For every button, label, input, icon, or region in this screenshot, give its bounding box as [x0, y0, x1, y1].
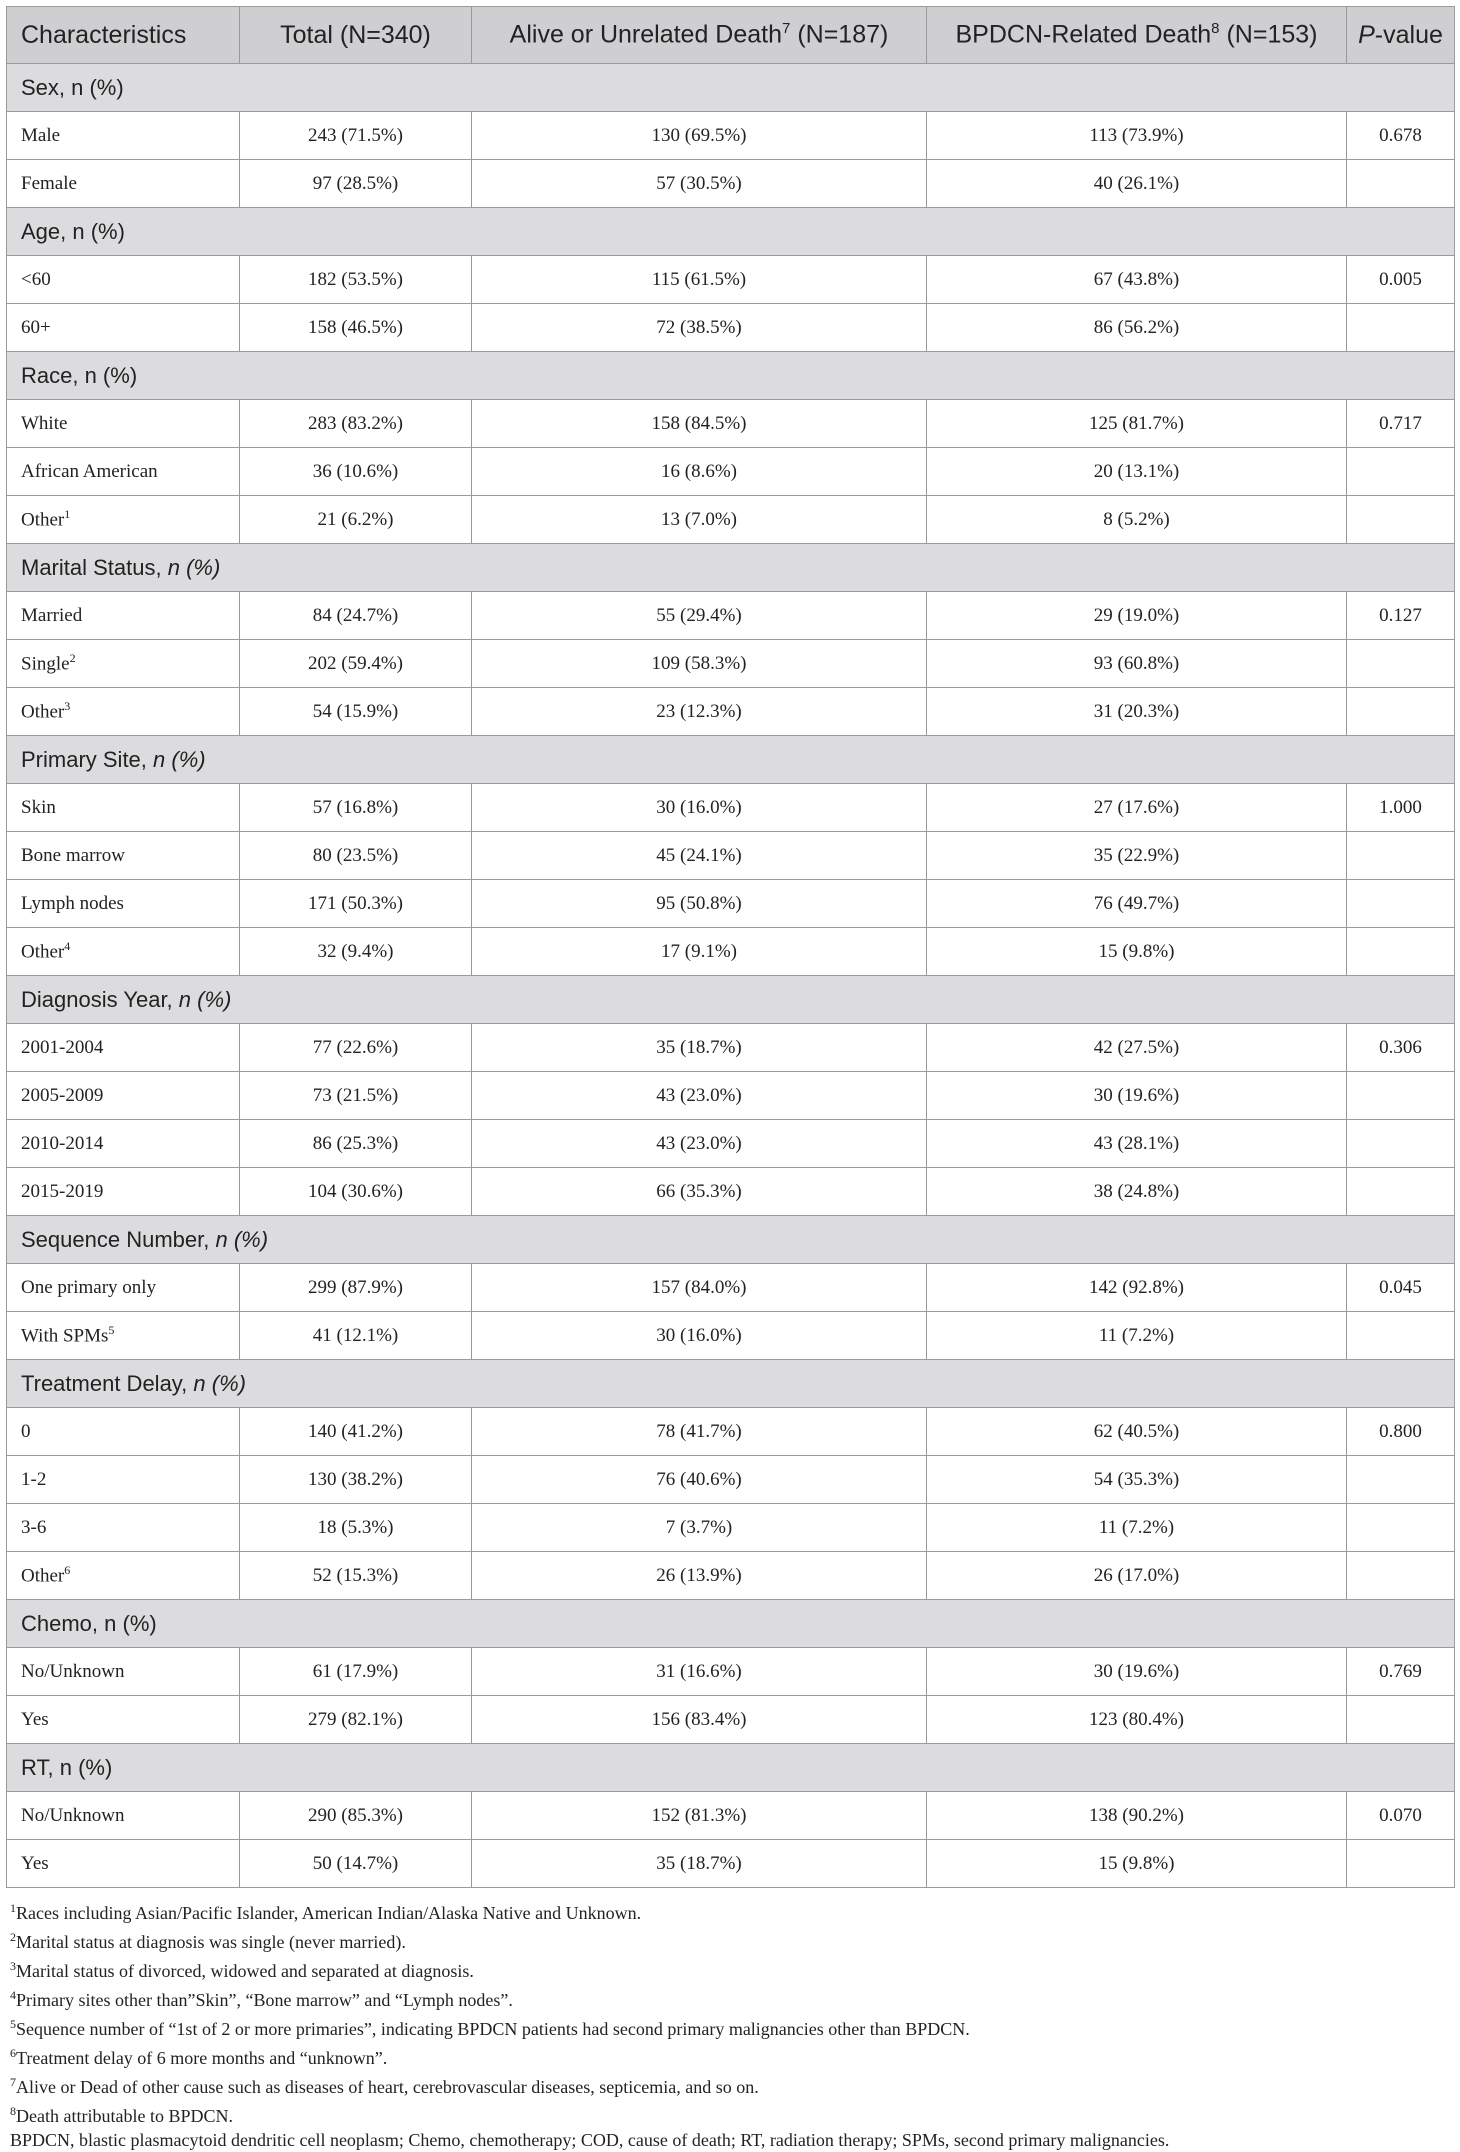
- footnote: $^7$Alive or Dead of other cause such as diseases of heart, cerebrovascular diseases, septicemia, and so on.: [10, 2075, 759, 2097]
- section-title-pct: (%): [205, 1370, 246, 1396]
- section-header-row: [7, 976, 1455, 1024]
- cell-p-value: [1347, 1168, 1455, 1216]
- section-title-text: Age, n (%): [21, 218, 125, 244]
- cell-alive-unrelated: 26 (13.9%): [472, 1552, 927, 1600]
- cell-p-value: 0.800: [1347, 1408, 1455, 1456]
- table-row: [7, 160, 1455, 208]
- section-title-n: n: [178, 986, 192, 1012]
- cell-total: 50 (14.7%): [240, 1840, 472, 1888]
- table-row: [7, 1696, 1455, 1744]
- cell-alive-unrelated: 130 (69.5%): [472, 112, 927, 160]
- cell-total: 54 (15.9%): [240, 688, 472, 736]
- cell-total: 73 (21.5%): [240, 1072, 472, 1120]
- row-label: Other$^3$: [7, 688, 240, 736]
- section-title: [7, 1600, 1455, 1648]
- footnote: BPDCN, blastic plasmacytoid dendritic cell neoplasm; Chemo, chemotherapy; COD, cause of death; RT, radiation therapy; SPMs, second primary malignancies.: [10, 2130, 1170, 2150]
- section-header-row: [7, 736, 1455, 784]
- row-label: 2005-2009: [7, 1072, 240, 1120]
- section-title: [7, 544, 1455, 592]
- cell-p-value: [1347, 1840, 1455, 1888]
- row-label: 2015-2019: [7, 1168, 240, 1216]
- cell-total: 32 (9.4%): [240, 928, 472, 976]
- cell-total: 290 (85.3%): [240, 1792, 472, 1840]
- cell-bpdcn-related: 43 (28.1%): [927, 1120, 1347, 1168]
- cell-alive-unrelated: 45 (24.1%): [472, 832, 927, 880]
- cell-total: 299 (87.9%): [240, 1264, 472, 1312]
- cell-p-value: 0.678: [1347, 112, 1455, 160]
- cell-p-value: 0.306: [1347, 1024, 1455, 1072]
- table-row: [7, 448, 1455, 496]
- section-title-text: Sex, n (%): [21, 74, 124, 100]
- cell-bpdcn-related: 62 (40.5%): [927, 1408, 1347, 1456]
- section-title-pct: (%): [227, 1226, 269, 1252]
- cell-alive-unrelated: 35 (18.7%): [472, 1024, 927, 1072]
- cell-total: 140 (41.2%): [240, 1408, 472, 1456]
- cell-bpdcn-related: 11 (7.2%): [927, 1504, 1347, 1552]
- section-header-row: [7, 1216, 1455, 1264]
- cell-bpdcn-related: 38 (24.8%): [927, 1168, 1347, 1216]
- cell-bpdcn-related: 8 (5.2%): [927, 496, 1347, 544]
- footnote: $^8$Death attributable to BPDCN.: [10, 2104, 233, 2126]
- cell-total: 36 (10.6%): [240, 448, 472, 496]
- header-total: Total (N=340): [240, 7, 472, 64]
- cell-alive-unrelated: 55 (29.4%): [472, 592, 927, 640]
- table-row: [7, 880, 1455, 928]
- table-row: [7, 592, 1455, 640]
- cell-bpdcn-related: 30 (19.6%): [927, 1072, 1347, 1120]
- section-title-text: Diagnosis Year,: [21, 986, 179, 1012]
- table-row: [7, 256, 1455, 304]
- section-header-row: [7, 1360, 1455, 1408]
- cell-alive-unrelated: 30 (16.0%): [472, 784, 927, 832]
- table-row: [7, 1168, 1455, 1216]
- cell-bpdcn-related: 113 (73.9%): [927, 112, 1347, 160]
- section-title: [7, 1744, 1455, 1792]
- row-label: Yes: [7, 1696, 240, 1744]
- row-label: With SPMs$^5$: [7, 1312, 240, 1360]
- cell-p-value: [1347, 1504, 1455, 1552]
- cell-p-value: [1347, 1696, 1455, 1744]
- cell-total: 158 (46.5%): [240, 304, 472, 352]
- table-row: [7, 1648, 1455, 1696]
- section-title-pct: (%): [165, 746, 206, 772]
- row-label: 1-2: [7, 1456, 240, 1504]
- table-row: [7, 1312, 1455, 1360]
- cell-total: 279 (82.1%): [240, 1696, 472, 1744]
- table-row: [7, 1120, 1455, 1168]
- section-title-text: RT, n (%): [21, 1754, 113, 1780]
- row-label: Single$^2$: [7, 640, 240, 688]
- cell-bpdcn-related: 35 (22.9%): [927, 832, 1347, 880]
- section-title-text: Chemo, n (%): [21, 1610, 157, 1636]
- cell-p-value: [1347, 688, 1455, 736]
- cell-alive-unrelated: 109 (58.3%): [472, 640, 927, 688]
- footnote: $^1$Races including Asian/Pacific Islander, American Indian/Alaska Native and Unknown.: [10, 1901, 642, 1923]
- section-title-text: Primary Site,: [21, 746, 154, 772]
- cell-total: 61 (17.9%): [240, 1648, 472, 1696]
- section-title-text: Sequence Number,: [21, 1226, 216, 1252]
- cell-alive-unrelated: 7 (3.7%): [472, 1504, 927, 1552]
- cell-total: 243 (71.5%): [240, 112, 472, 160]
- section-title-text: Marital Status,: [21, 554, 168, 580]
- cell-alive-unrelated: 95 (50.8%): [472, 880, 927, 928]
- section-title: [7, 1216, 1455, 1264]
- row-label: African American: [7, 448, 240, 496]
- cell-total: 97 (28.5%): [240, 160, 472, 208]
- table-row: [7, 1552, 1455, 1600]
- section-header-row: [7, 1744, 1455, 1792]
- cell-bpdcn-related: 20 (13.1%): [927, 448, 1347, 496]
- row-label: No/Unknown: [7, 1792, 240, 1840]
- table-row: [7, 1456, 1455, 1504]
- cell-alive-unrelated: 43 (23.0%): [472, 1072, 927, 1120]
- table-container: [6, 6, 1454, 2152]
- row-label: Male: [7, 112, 240, 160]
- section-title-n: n: [167, 554, 180, 580]
- table-row: [7, 112, 1455, 160]
- cell-bpdcn-related: 125 (81.7%): [927, 400, 1347, 448]
- table-row: [7, 304, 1455, 352]
- row-label: Married: [7, 592, 240, 640]
- row-label: Other$^1$: [7, 496, 240, 544]
- row-label: Bone marrow: [7, 832, 240, 880]
- table-row: [7, 496, 1455, 544]
- cell-alive-unrelated: 78 (41.7%): [472, 1408, 927, 1456]
- cell-p-value: 0.070: [1347, 1792, 1455, 1840]
- footnote: $^4$Primary sites other than”Skin”, “Bone marrow” and “Lymph nodes”.: [10, 1988, 513, 2010]
- section-title: [7, 976, 1455, 1024]
- row-label: Skin: [7, 784, 240, 832]
- cell-alive-unrelated: 156 (83.4%): [472, 1696, 927, 1744]
- cell-total: 283 (83.2%): [240, 400, 472, 448]
- row-label: 2010-2014: [7, 1120, 240, 1168]
- row-label: 0: [7, 1408, 240, 1456]
- row-label: Yes: [7, 1840, 240, 1888]
- cell-alive-unrelated: 30 (16.0%): [472, 1312, 927, 1360]
- row-label: <60: [7, 256, 240, 304]
- section-title-text: Race, n (%): [21, 362, 138, 388]
- table-row: [7, 688, 1455, 736]
- cell-p-value: [1347, 1456, 1455, 1504]
- row-label: Other$^6$: [7, 1552, 240, 1600]
- cell-bpdcn-related: 30 (19.6%): [927, 1648, 1347, 1696]
- cell-total: 18 (5.3%): [240, 1504, 472, 1552]
- cell-total: 171 (50.3%): [240, 880, 472, 928]
- cell-alive-unrelated: 13 (7.0%): [472, 496, 927, 544]
- cell-alive-unrelated: 57 (30.5%): [472, 160, 927, 208]
- cell-total: 86 (25.3%): [240, 1120, 472, 1168]
- section-title: [7, 736, 1455, 784]
- section-title-n: n: [193, 1370, 206, 1396]
- cell-p-value: [1347, 160, 1455, 208]
- cell-bpdcn-related: 93 (60.8%): [927, 640, 1347, 688]
- header-p-value: P-value: [1347, 7, 1455, 64]
- section-title-pct: (%): [191, 986, 232, 1012]
- table-row: [7, 400, 1455, 448]
- characteristics-table: [6, 6, 1455, 1888]
- cell-total: 21 (6.2%): [240, 496, 472, 544]
- cell-bpdcn-related: 40 (26.1%): [927, 160, 1347, 208]
- footnote: $^5$Sequence number of “1st of 2 or more primaries”, indicating BPDCN patients had second primary malignancies other than BPDCN.: [10, 2017, 970, 2039]
- cell-total: 77 (22.6%): [240, 1024, 472, 1072]
- section-title: [7, 352, 1455, 400]
- table-row: [7, 1840, 1455, 1888]
- section-title-pct: (%): [179, 554, 221, 580]
- section-header-row: [7, 352, 1455, 400]
- row-label: 2001-2004: [7, 1024, 240, 1072]
- cell-total: 130 (38.2%): [240, 1456, 472, 1504]
- cell-alive-unrelated: 35 (18.7%): [472, 1840, 927, 1888]
- cell-alive-unrelated: 17 (9.1%): [472, 928, 927, 976]
- cell-bpdcn-related: 27 (17.6%): [927, 784, 1347, 832]
- cell-p-value: 0.769: [1347, 1648, 1455, 1696]
- cell-p-value: 0.005: [1347, 256, 1455, 304]
- section-title: [7, 208, 1455, 256]
- cell-p-value: [1347, 1552, 1455, 1600]
- table-row: [7, 928, 1455, 976]
- cell-bpdcn-related: 67 (43.8%): [927, 256, 1347, 304]
- cell-p-value: [1347, 1120, 1455, 1168]
- cell-p-value: [1347, 1072, 1455, 1120]
- cell-bpdcn-related: 138 (90.2%): [927, 1792, 1347, 1840]
- cell-bpdcn-related: 15 (9.8%): [927, 1840, 1347, 1888]
- cell-alive-unrelated: 16 (8.6%): [472, 448, 927, 496]
- cell-alive-unrelated: 157 (84.0%): [472, 1264, 927, 1312]
- row-label: 60+: [7, 304, 240, 352]
- cell-bpdcn-related: 15 (9.8%): [927, 928, 1347, 976]
- cell-p-value: [1347, 496, 1455, 544]
- cell-bpdcn-related: 123 (80.4%): [927, 1696, 1347, 1744]
- cell-bpdcn-related: 11 (7.2%): [927, 1312, 1347, 1360]
- cell-total: 80 (23.5%): [240, 832, 472, 880]
- table-row: [7, 832, 1455, 880]
- cell-alive-unrelated: 158 (84.5%): [472, 400, 927, 448]
- cell-total: 52 (15.3%): [240, 1552, 472, 1600]
- section-title-text: Treatment Delay,: [21, 1370, 194, 1396]
- row-label: Other$^4$: [7, 928, 240, 976]
- cell-bpdcn-related: 26 (17.0%): [927, 1552, 1347, 1600]
- cell-total: 41 (12.1%): [240, 1312, 472, 1360]
- cell-p-value: [1347, 304, 1455, 352]
- cell-total: 57 (16.8%): [240, 784, 472, 832]
- cell-bpdcn-related: 54 (35.3%): [927, 1456, 1347, 1504]
- section-title: [7, 1360, 1455, 1408]
- cell-p-value: 0.717: [1347, 400, 1455, 448]
- cell-bpdcn-related: 31 (20.3%): [927, 688, 1347, 736]
- header-characteristics: Characteristics: [7, 7, 240, 64]
- cell-total: 104 (30.6%): [240, 1168, 472, 1216]
- cell-bpdcn-related: 142 (92.8%): [927, 1264, 1347, 1312]
- cell-p-value: [1347, 640, 1455, 688]
- cell-total: 202 (59.4%): [240, 640, 472, 688]
- cell-bpdcn-related: 86 (56.2%): [927, 304, 1347, 352]
- cell-alive-unrelated: 115 (61.5%): [472, 256, 927, 304]
- table-row: [7, 1264, 1455, 1312]
- cell-alive-unrelated: 23 (12.3%): [472, 688, 927, 736]
- cell-alive-unrelated: 152 (81.3%): [472, 1792, 927, 1840]
- row-label: No/Unknown: [7, 1648, 240, 1696]
- cell-alive-unrelated: 72 (38.5%): [472, 304, 927, 352]
- cell-bpdcn-related: 42 (27.5%): [927, 1024, 1347, 1072]
- section-title-n: n: [215, 1226, 228, 1252]
- header-bpdcn-related: BPDCN-Related Death$^8$ (N=153): [927, 7, 1347, 64]
- section-header-row: [7, 1600, 1455, 1648]
- cell-alive-unrelated: 76 (40.6%): [472, 1456, 927, 1504]
- row-label: Lymph nodes: [7, 880, 240, 928]
- table-body: [7, 64, 1455, 1888]
- row-label: White: [7, 400, 240, 448]
- section-header-row: [7, 64, 1455, 112]
- cell-p-value: [1347, 1312, 1455, 1360]
- footnote: $^3$Marital status of divorced, widowed and separated at diagnosis.: [10, 1959, 474, 1981]
- table-row: [7, 784, 1455, 832]
- footnote: $^2$Marital status at diagnosis was single (never married).: [10, 1930, 406, 1952]
- cell-p-value: [1347, 448, 1455, 496]
- cell-p-value: 1.000: [1347, 784, 1455, 832]
- cell-p-value: [1347, 880, 1455, 928]
- table-row: [7, 1408, 1455, 1456]
- table-row: [7, 1792, 1455, 1840]
- cell-p-value: 0.127: [1347, 592, 1455, 640]
- row-label: One primary only: [7, 1264, 240, 1312]
- section-header-row: [7, 208, 1455, 256]
- cell-alive-unrelated: 66 (35.3%): [472, 1168, 927, 1216]
- cell-p-value: [1347, 928, 1455, 976]
- table-row: [7, 1024, 1455, 1072]
- cell-bpdcn-related: 76 (49.7%): [927, 880, 1347, 928]
- row-label: Female: [7, 160, 240, 208]
- cell-p-value: [1347, 832, 1455, 880]
- cell-total: 84 (24.7%): [240, 592, 472, 640]
- section-header-row: [7, 544, 1455, 592]
- cell-alive-unrelated: 31 (16.6%): [472, 1648, 927, 1696]
- header-alive-unrelated: Alive or Unrelated Death$^7$ (N=187): [472, 7, 927, 64]
- cell-alive-unrelated: 43 (23.0%): [472, 1120, 927, 1168]
- table-row: [7, 1504, 1455, 1552]
- table-row: [7, 640, 1455, 688]
- footnotes: [6, 1896, 1454, 2152]
- header-row: [7, 7, 1455, 64]
- cell-total: 182 (53.5%): [240, 256, 472, 304]
- footnote: $^6$Treatment delay of 6 more months and “unknown”.: [10, 2046, 388, 2068]
- cell-bpdcn-related: 29 (19.0%): [927, 592, 1347, 640]
- row-label: 3-6: [7, 1504, 240, 1552]
- section-title-n: n: [153, 746, 166, 772]
- section-title: [7, 64, 1455, 112]
- cell-p-value: 0.045: [1347, 1264, 1455, 1312]
- table-row: [7, 1072, 1455, 1120]
